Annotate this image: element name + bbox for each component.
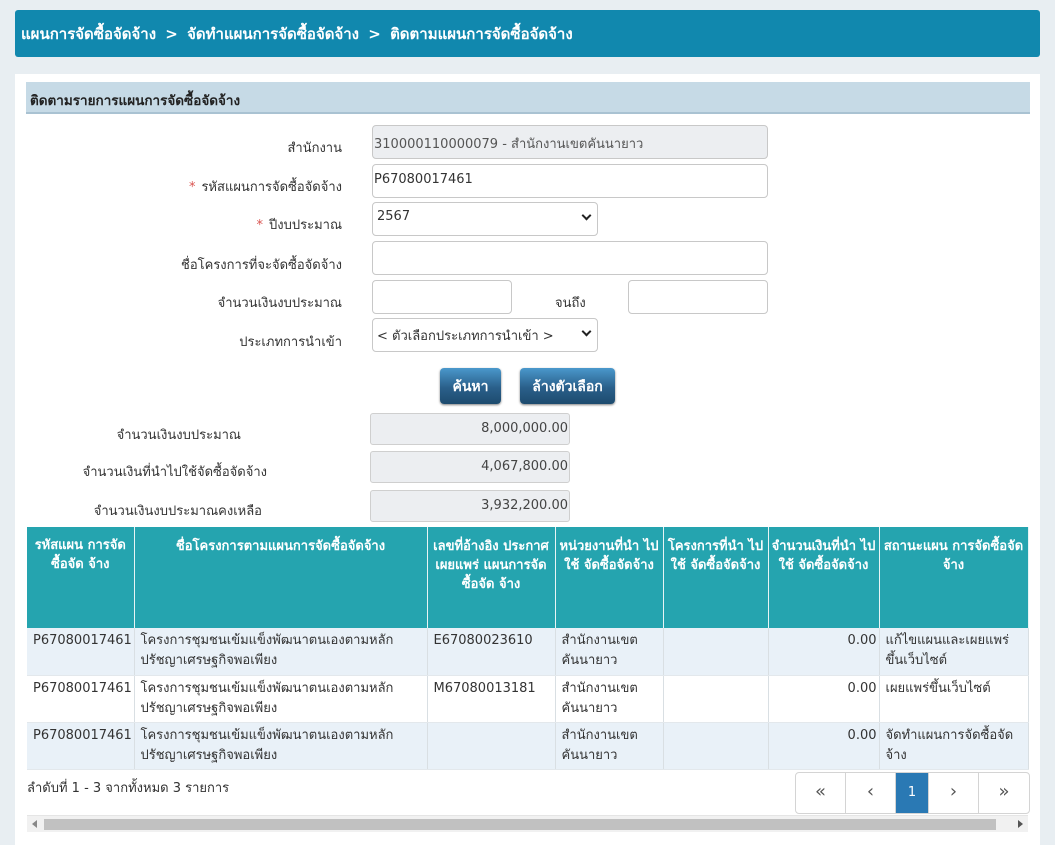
project-name-label: ชื่อโครงการที่จะจัดซื้อจัดจ้าง: [181, 258, 342, 273]
results-table: [27, 527, 1029, 770]
plan-code-label: [189, 176, 342, 197]
table-row[interactable]: [27, 675, 1028, 722]
breadcrumb-separator: >: [165, 25, 178, 43]
import-type-label: ประเภทการนำเข้า: [239, 335, 342, 350]
table-header-row: [27, 527, 1028, 628]
cell-reference: [427, 722, 555, 769]
cell-status: เผยแพร่ขึ้นเว็บไซต์: [879, 675, 1028, 722]
next-page-button[interactable]: ›: [929, 773, 979, 813]
budget-to-label: จนถึง: [555, 296, 586, 311]
import-type-value: < ตัวเลือกประเภทการนำเข้า >: [377, 329, 554, 344]
cell-used-project: [663, 628, 768, 675]
column-header-amount[interactable]: จำนวนเงินที่นำ ไปใช้ จัดซื้อจัดจ้าง: [768, 527, 879, 628]
office-label: สำนักงาน: [287, 141, 342, 156]
cell-project: โครงการชุมชนเข้มแข็งพัฒนาตนเองตามหลักปรัชญาเศรษฐกิจพอเพียง: [134, 628, 427, 675]
cell-unit: สำนักงานเขตคันนายาว: [555, 722, 663, 769]
pagination: [795, 772, 1030, 814]
fiscal-year-label-text: ปีงบประมาณ: [269, 218, 342, 233]
required-mark: *: [256, 218, 263, 233]
summary-used-label: จำนวนเงินที่นำไปใช้จัดซื้อจัดจ้าง: [82, 465, 267, 480]
office-field: 310000110000079 - สำนักงานเขตคันนายาว: [372, 125, 768, 159]
cell-plan-code: P67080017461: [27, 675, 134, 722]
cell-plan-code: P67080017461: [27, 628, 134, 675]
table-row[interactable]: [27, 628, 1028, 675]
column-header-status[interactable]: สถานะแผน การจัดซื้อจัดจ้าง: [879, 527, 1028, 628]
cell-unit: สำนักงานเขตคันนายาว: [555, 675, 663, 722]
table-row[interactable]: [27, 722, 1028, 769]
summary-remaining-label: จำนวนเงินงบประมาณคงเหลือ: [93, 504, 262, 519]
cell-amount: 0.00: [768, 722, 879, 769]
cell-used-project: [663, 722, 768, 769]
breadcrumb-item-create-plan[interactable]: จัดทำแผนการจัดซื้อจัดจ้าง: [187, 25, 360, 43]
breadcrumb-item-track-plan: ติดตามแผนการจัดซื้อจัดจ้าง: [390, 25, 573, 43]
column-header-reference[interactable]: เลขที่อ้างอิง ประกาศเผยแพร่ แผนการจัดซื้อจัด จ้าง: [427, 527, 555, 628]
cell-amount: 0.00: [768, 628, 879, 675]
pagination-info: ลำดับที่ 1 - 3 จากทั้งหมด 3 รายการ: [27, 781, 230, 796]
cell-status: จัดทำแผนการจัดซื้อจัดจ้าง: [879, 722, 1028, 769]
fiscal-year-label: [257, 214, 343, 235]
import-type-select[interactable]: [372, 318, 598, 352]
fiscal-year-select[interactable]: [372, 202, 598, 236]
plan-code-input[interactable]: P67080017461: [372, 164, 768, 198]
column-header-used-project[interactable]: โครงการที่นำ ไปใช้ จัดซื้อจัดจ้าง: [663, 527, 768, 628]
fiscal-year-value: 2567: [377, 209, 411, 224]
page-1-button[interactable]: 1: [896, 773, 929, 813]
cell-reference: M67080013181: [427, 675, 555, 722]
summary-budget-label: จำนวนเงินงบประมาณ: [116, 428, 241, 443]
column-header-project-name[interactable]: ชื่อโครงการตามแผนการจัดซื้อจัดจ้าง: [134, 527, 427, 628]
column-header-plan-code[interactable]: รหัสแผน การจัดซื้อจัด จ้าง: [27, 527, 134, 628]
scroll-right-arrow-icon[interactable]: [1018, 820, 1023, 828]
track-plan-panel: [15, 74, 1040, 845]
scrollbar-thumb[interactable]: [44, 819, 996, 830]
first-page-button[interactable]: «: [796, 773, 846, 813]
cell-amount: 0.00: [768, 675, 879, 722]
cell-project: โครงการชุมชนเข้มแข็งพัฒนาตนเองตามหลักปรัชญาเศรษฐกิจพอเพียง: [134, 722, 427, 769]
summary-budget-value: 8,000,000.00: [370, 413, 570, 445]
breadcrumb-item-procurement-plan[interactable]: แผนการจัดซื้อจัดจ้าง: [21, 25, 157, 43]
chevron-down-icon: [582, 327, 592, 337]
cell-used-project: [663, 675, 768, 722]
chevron-down-icon: [582, 211, 592, 221]
prev-page-button[interactable]: ‹: [846, 773, 896, 813]
cell-plan-code: P67080017461: [27, 722, 134, 769]
horizontal-scrollbar[interactable]: [27, 815, 1028, 832]
breadcrumb-separator: >: [368, 25, 381, 43]
search-button[interactable]: ค้นหา: [440, 368, 501, 404]
clear-filters-button[interactable]: ล้างตัวเลือก: [520, 368, 615, 404]
budget-range-label: จำนวนเงินงบประมาณ: [217, 296, 342, 311]
budget-from-input[interactable]: [372, 280, 512, 314]
required-mark: *: [188, 180, 196, 195]
cell-unit: สำนักงานเขตคันนายาว: [555, 628, 663, 675]
plan-code-label-text: รหัสแผนการจัดซื้อจัดจ้าง: [201, 180, 342, 195]
summary-used-value: 4,067,800.00: [370, 451, 570, 483]
panel-title: ติดตามรายการแผนการจัดซื้อจัดจ้าง: [26, 82, 1030, 114]
scroll-left-arrow-icon[interactable]: [32, 820, 37, 828]
budget-to-input[interactable]: [628, 280, 768, 314]
summary-remaining-value: 3,932,200.00: [370, 490, 570, 522]
cell-project: โครงการชุมชนเข้มแข็งพัฒนาตนเองตามหลักปรัชญาเศรษฐกิจพอเพียง: [134, 675, 427, 722]
cell-status: แก้ไขแผนและเผยแพร่ขึ้นเว็บไซต์: [879, 628, 1028, 675]
cell-reference: E67080023610: [427, 628, 555, 675]
last-page-button[interactable]: »: [998, 781, 1010, 802]
column-header-unit[interactable]: หน่วยงานที่นำ ไปใช้ จัดซื้อจัดจ้าง: [555, 527, 663, 628]
breadcrumb: [15, 10, 1040, 57]
project-name-input[interactable]: [372, 241, 768, 275]
